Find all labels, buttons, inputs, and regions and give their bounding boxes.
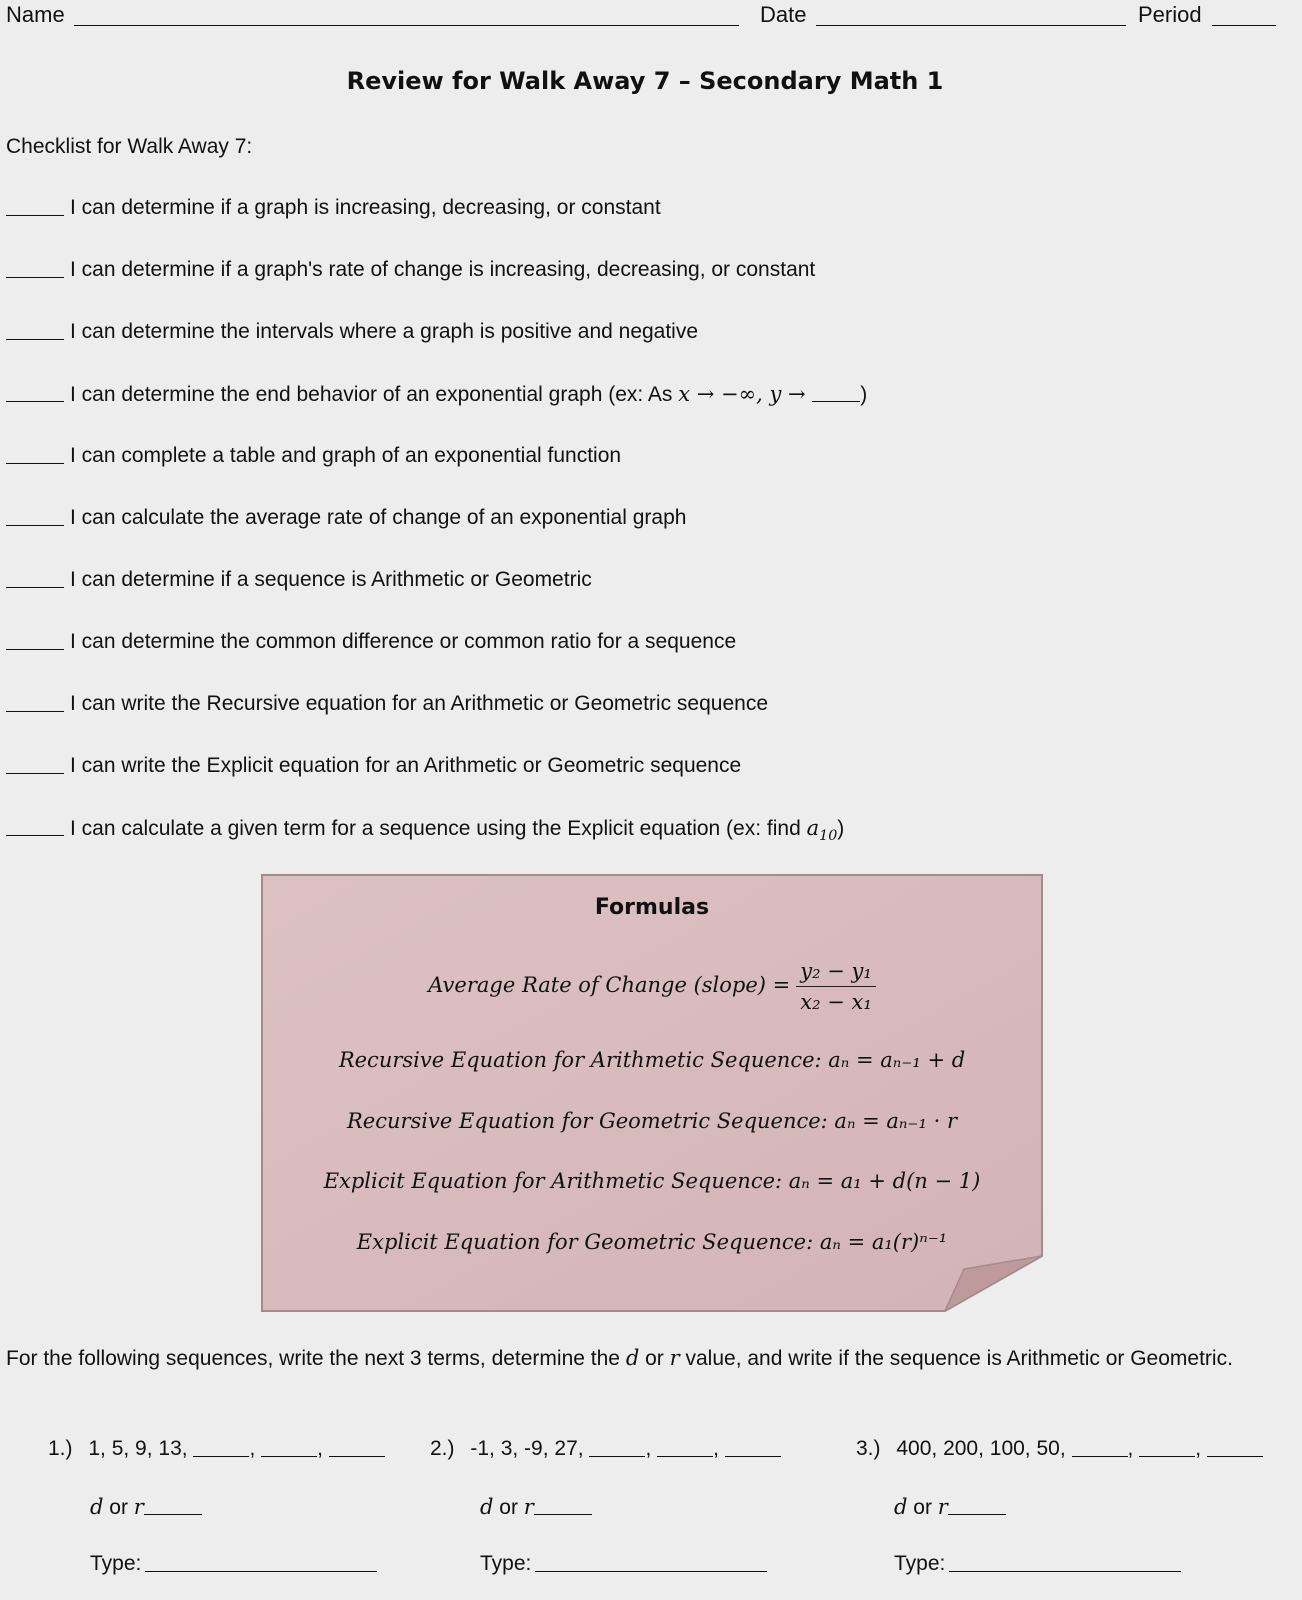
checklist-item-text: I can determine if a sequence is Arithmetic or Geometric (70, 568, 592, 591)
problem-sequence: -1, 3, -9, 27, (470, 1437, 584, 1460)
term-a-base: a (806, 816, 820, 840)
checklist-item-text: I can determine the common difference or common ratio for a sequence (70, 630, 737, 653)
next-term-blank[interactable] (725, 1434, 781, 1457)
formula-recursive-geometric: Recursive Equation for Geometric Sequence: aₙ = aₙ₋₁ · r (346, 1109, 958, 1133)
type-label: Type: (480, 1552, 532, 1575)
checklist-item-text: I can determine if a graph's rate of change is increasing, decreasing, or constant (70, 258, 816, 281)
checklist-item (6, 751, 741, 781)
slope-denominator: x₂ − x₁ (800, 990, 872, 1014)
end-behavior-blank (812, 379, 860, 402)
dr-answer-blank[interactable] (144, 1492, 202, 1515)
problem-number: 2.) (430, 1437, 455, 1460)
page-title: Review for Walk Away 7 – Secondary Math 1 (346, 67, 944, 95)
checklist-item-text: I can determine if a graph is increasing, decreasing, or constant (70, 196, 661, 219)
checklist-item (6, 565, 592, 595)
formula-explicit-arithmetic: Explicit Equation for Arithmetic Sequence: aₙ = a₁ + d(n − 1) (323, 1169, 981, 1193)
check-blank[interactable] (6, 751, 64, 774)
dr-d: d (480, 1495, 494, 1519)
formula-recursive-arithmetic: Recursive Equation for Arithmetic Sequence: aₙ = aₙ₋₁ + d (338, 1048, 966, 1072)
instructions-or: or (639, 1347, 670, 1370)
checklist-item (6, 441, 621, 471)
next-term-blank[interactable] (657, 1434, 713, 1457)
instructions-part2: value, and write if the sequence is Arithmetic or Geometric. (679, 1347, 1233, 1370)
checklist-item-text: I can calculate a given term for a sequence using the Explicit equation (ex: find (70, 817, 807, 840)
check-blank[interactable] (6, 193, 64, 216)
dr-answer-blank[interactable] (534, 1492, 592, 1515)
formulas-title: Formulas (594, 895, 710, 920)
end-behavior-math: x → −∞, y → (678, 382, 813, 406)
checklist-item-text: I can determine the end behavior of an exponential graph (ex: As (70, 383, 679, 406)
check-blank[interactable] (6, 379, 64, 402)
check-blank[interactable] (6, 813, 64, 836)
type-answer-blank[interactable] (949, 1549, 1181, 1572)
name-label: Name (6, 2, 65, 27)
period-label: Period (1138, 2, 1202, 27)
problem-2-dr (480, 1492, 592, 1523)
next-term-blank[interactable] (1072, 1434, 1128, 1457)
problem-3: 3.) 400, 200, 100, 50, , , (856, 1434, 1263, 1464)
dr-or: or (103, 1496, 134, 1519)
check-blank[interactable] (6, 317, 64, 340)
problem-2: 2.) -1, 3, -9, 27, , , (430, 1434, 781, 1464)
checklist-item (6, 255, 815, 285)
date-label: Date (760, 2, 807, 27)
checklist-item (6, 627, 736, 657)
instructions-r: r (669, 1346, 680, 1370)
instructions-d: d (625, 1346, 640, 1370)
formula-average-rate (261, 955, 1043, 1015)
type-label: Type: (90, 1552, 142, 1575)
checklist-item-text: I can write the Recursive equation for an Arithmetic or Geometric sequence (70, 692, 769, 715)
checklist-item-text: I can write the Explicit equation for an Arithmetic or Geometric sequence (70, 754, 742, 777)
slope-fraction (796, 958, 876, 1015)
check-blank[interactable] (6, 565, 64, 588)
period-field[interactable] (1212, 25, 1276, 26)
next-term-blank[interactable] (1207, 1434, 1263, 1457)
type-answer-blank[interactable] (145, 1549, 377, 1572)
checklist-item-text: I can calculate the average rate of change of an exponential graph (70, 506, 687, 529)
problem-number: 3.) (856, 1437, 881, 1460)
checklist-item (6, 813, 844, 843)
date-field[interactable] (816, 25, 1126, 26)
dr-d: d (894, 1495, 908, 1519)
problem-3-dr (894, 1492, 1006, 1523)
problem-number: 1.) (48, 1437, 73, 1460)
dr-d: d (90, 1495, 104, 1519)
slope-numerator: y₂ − y₁ (796, 958, 876, 987)
formula-explicit-geometric: Explicit Equation for Geometric Sequence: aₙ = a₁(r)ⁿ⁻¹ (356, 1230, 948, 1254)
dr-r: r (133, 1495, 144, 1519)
problem-1-type (90, 1549, 377, 1579)
check-blank[interactable] (6, 689, 64, 712)
problem-3-type (894, 1549, 1181, 1579)
dr-r: r (937, 1495, 948, 1519)
next-term-blank[interactable] (589, 1434, 645, 1457)
term-a-subscript: 10 (819, 828, 838, 845)
checklist-item (6, 503, 686, 533)
checklist-item (6, 689, 768, 719)
next-term-blank[interactable] (329, 1434, 385, 1457)
next-term-blank[interactable] (1139, 1434, 1195, 1457)
checklist-item-text: I can complete a table and graph of an exponential function (70, 444, 622, 467)
checklist-item (6, 193, 661, 223)
end-behavior-close: ) (860, 383, 868, 406)
problem-sequence: 400, 200, 100, 50, (896, 1437, 1066, 1460)
dr-or: or (907, 1496, 938, 1519)
problem-sequence: 1, 5, 9, 13, (88, 1437, 188, 1460)
type-label: Type: (894, 1552, 946, 1575)
dr-or: or (493, 1496, 524, 1519)
check-blank[interactable] (6, 441, 64, 464)
type-answer-blank[interactable] (535, 1549, 767, 1572)
dr-answer-blank[interactable] (948, 1492, 1006, 1515)
checklist-item-text: I can determine the intervals where a graph is positive and negative (70, 320, 699, 343)
avg-rate-label: Average Rate of Change (slope) = (428, 973, 791, 997)
name-field[interactable] (74, 25, 739, 26)
problem-1: 1.) 1, 5, 9, 13, , , (48, 1434, 385, 1464)
instructions-part1: For the following sequences, write the next 3 terms, determine the (6, 1347, 626, 1370)
checklist-heading: Checklist for Walk Away 7: (6, 135, 253, 158)
check-blank[interactable] (6, 627, 64, 650)
problem-1-dr (90, 1492, 202, 1523)
next-term-blank[interactable] (193, 1434, 249, 1457)
term-close: ) (837, 817, 845, 840)
checklist-item (6, 379, 867, 409)
problem-2-type (480, 1549, 767, 1579)
check-blank[interactable] (6, 255, 64, 278)
check-blank[interactable] (6, 503, 64, 526)
checklist-item (6, 317, 698, 347)
dr-r: r (523, 1495, 534, 1519)
sequence-instructions (6, 1344, 1236, 1373)
next-term-blank[interactable] (261, 1434, 317, 1457)
